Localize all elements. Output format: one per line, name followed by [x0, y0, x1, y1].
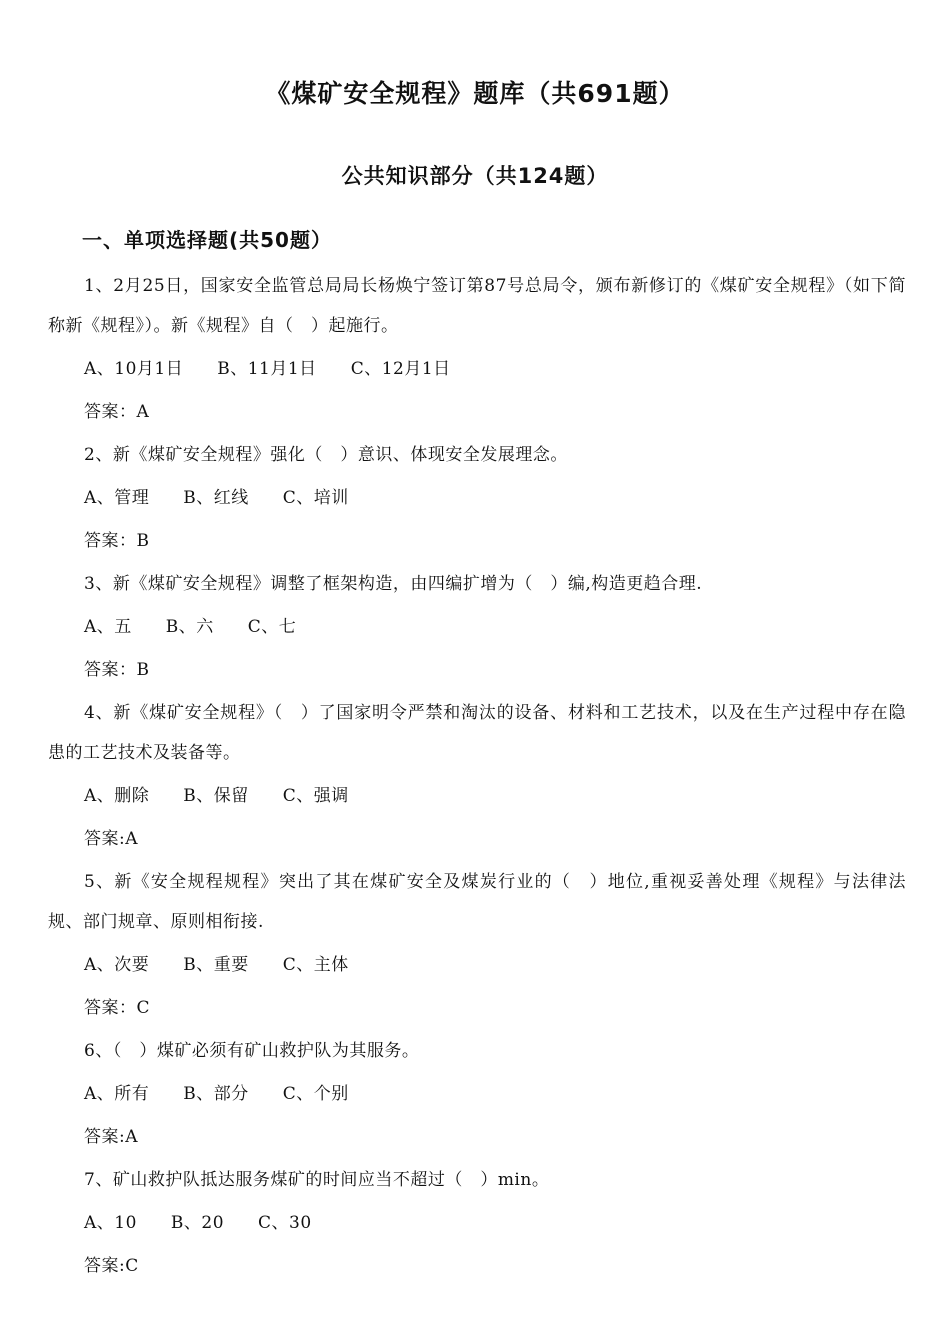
option-a: A、10	[84, 1213, 137, 1233]
question-answer: 答案：C	[84, 998, 151, 1018]
option-b: B、11月1日	[217, 359, 317, 379]
option-c: C、七	[247, 617, 297, 637]
question-item	[48, 693, 906, 859]
option-c: C、主体	[282, 955, 349, 975]
option-c: C、个别	[282, 1084, 349, 1104]
question-item	[48, 435, 906, 561]
question-item	[48, 266, 906, 432]
question-item	[48, 862, 906, 1028]
question-text: 1、2月25日，国家安全监管总局局长杨焕宁签订第87号总局令，颁布新修订的《煤矿安全规程》（如下简称新《规程》）。新《规程》自（ ）起施行。	[48, 276, 906, 336]
question-answer: 答案:C	[84, 1256, 139, 1276]
option-b: B、六	[165, 617, 214, 637]
question-answer: 答案:A	[84, 829, 139, 849]
question-text: 5、新《安全规程规程》突出了其在煤矿安全及煤炭行业的（ ）地位,重视妥善处理《规程》与法律法规、部门规章、原则相衔接.	[48, 872, 906, 932]
option-c: C、30	[258, 1213, 312, 1233]
option-c: C、12月1日	[350, 359, 451, 379]
option-a: A、删除	[84, 786, 150, 806]
question-text: 2、新《煤矿安全规程》强化（ ）意识、体现安全发展理念。	[84, 445, 568, 465]
option-a: A、五	[84, 617, 132, 637]
question-text: 7、矿山救护队抵达服务煤矿的时间应当不超过（ ）min。	[84, 1170, 550, 1190]
option-a: A、次要	[84, 955, 150, 975]
question-text: 6、（ ）煤矿必须有矿山救护队为其服务。	[84, 1041, 420, 1061]
question-options	[48, 776, 906, 816]
option-c: C、培训	[282, 488, 349, 508]
option-c: C、强调	[282, 786, 349, 806]
question-answer: 答案:A	[84, 1127, 139, 1147]
section-title: 公共知识部分（共124题）	[341, 164, 609, 188]
question-text: 3、新《煤矿安全规程》调整了框架构造，由四编扩增为（ ）编,构造更趋合理.	[84, 574, 703, 594]
option-b: B、保留	[183, 786, 249, 806]
question-options	[48, 478, 906, 518]
question-item	[48, 564, 906, 690]
option-b: B、重要	[183, 955, 249, 975]
question-answer: 答案：A	[84, 402, 150, 422]
question-list	[48, 266, 906, 1289]
question-options	[48, 349, 906, 389]
question-item	[48, 1031, 906, 1157]
question-options	[48, 945, 906, 985]
question-item	[48, 1160, 906, 1286]
question-options	[48, 1074, 906, 1114]
option-a: A、管理	[84, 488, 150, 508]
option-a: A、10月1日	[84, 359, 184, 379]
question-options	[48, 607, 906, 647]
question-options	[48, 1203, 906, 1243]
document-title: 《煤矿安全规程》题库（共691题）	[265, 79, 685, 108]
option-b: B、红线	[183, 488, 249, 508]
sub-heading: 一、单项选择题(共50题）	[82, 228, 332, 252]
question-answer: 答案：B	[84, 660, 150, 680]
option-a: A、所有	[84, 1084, 150, 1104]
option-b: B、部分	[183, 1084, 249, 1104]
question-text: 4、新《煤矿安全规程》（ ）了国家明令严禁和淘汰的设备、材料和工艺技术，以及在生产过程中存在隐患的工艺技术及装备等。	[48, 703, 906, 763]
option-b: B、20	[170, 1213, 225, 1233]
question-answer: 答案：B	[84, 531, 150, 551]
